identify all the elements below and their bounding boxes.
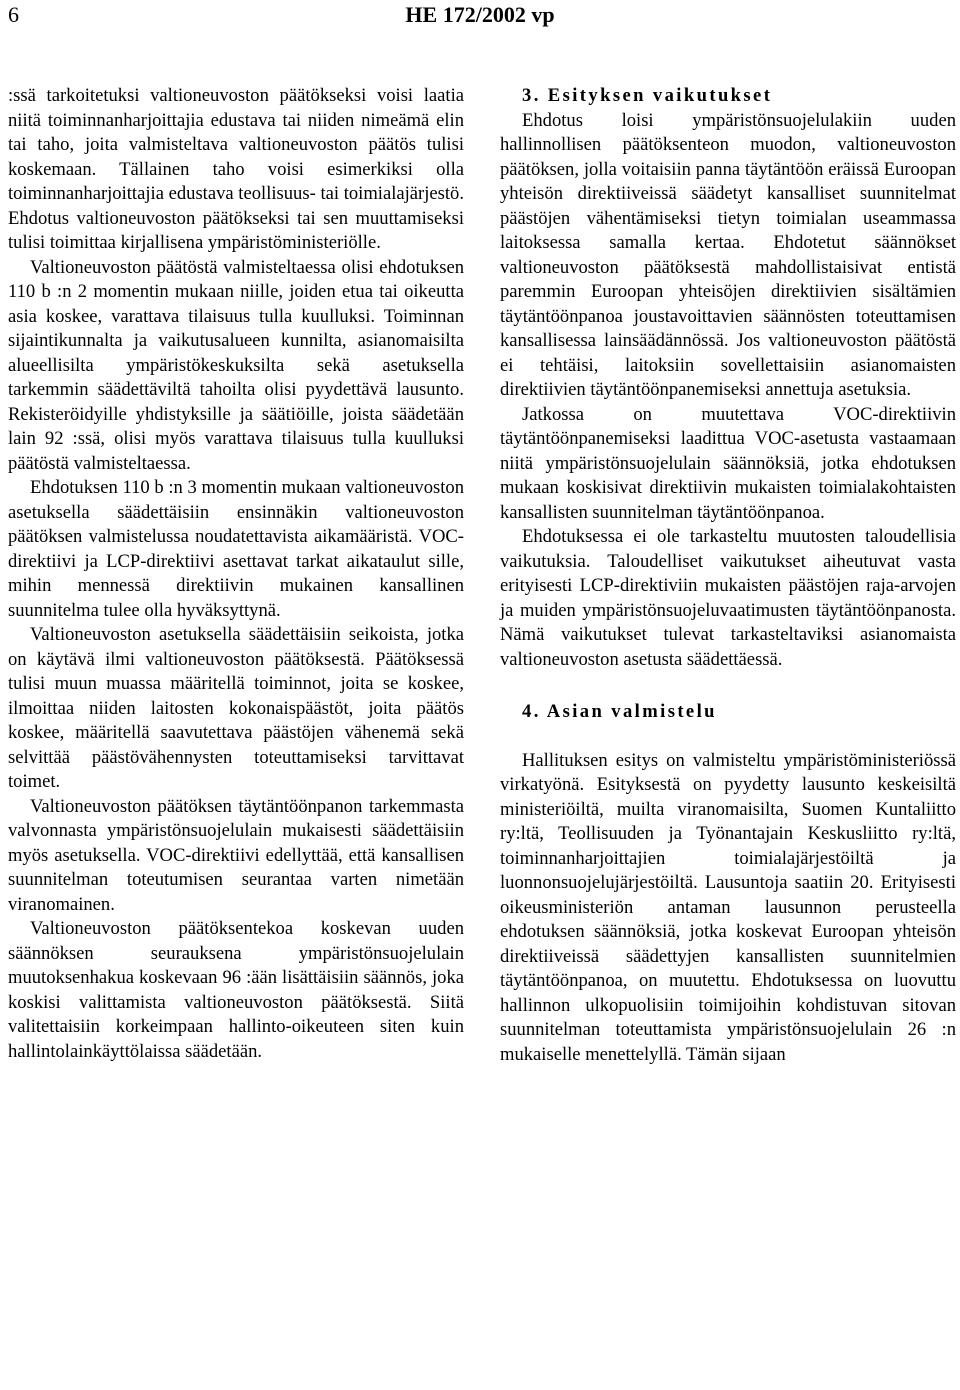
- paragraph: Ehdotuksessa ei ole tarkasteltu muutosten taloudellisia vaikutuksia. Taloudelliset vaikutukset aiheutuvat vasta erityisesti LCP-direktiviin mukaisten päästöjen raja-arvojen ja muiden ympäristönsuojeluvaatimusten täytäntöönpanosta. Nämä vaikutukset tulevat tarkasteltaviksi asianomaista valtioneuvoston asetusta säädettäessä.: [500, 526, 956, 670]
- paragraph: Valtioneuvoston asetuksella säädettäisiin seikoista, jotka on käytävä ilmi valtioneuvoston päätöksestä. Päätöksessä tulisi muun muassa määritellä toiminnot, joita se koskee, ilmoittaa niiden laitosten kokonaispäästöt, joita päätös koskee, määritellä saavutettava päästöjen vähenemä sekä selvittää päästövähennysten toteuttamiseksi tarvittavat toimet.: [8, 624, 464, 792]
- left-column: [8, 84, 464, 1064]
- paragraph: Valtioneuvoston päätöksentekoa koskevan uuden säännöksen seurauksena ympäristönsuojelulain muutoksenhakua koskevaan 96 :ään lisättäisiin säännös, joka koskisi valittamista valtioneuvoston päätöksestä. Siitä valitettaisiin korkeimpaan hallinto-oikeuteen siten kuin hallintolainkäyttölaissa säädetään.: [8, 918, 464, 1062]
- paragraph: :ssä tarkoitetuksi valtioneuvoston päätökseksi voisi laatia niitä toiminnanharjoittajia edustava tai niiden nimeämä elin tai taho, joita valmisteltava valtioneuvoston päätös tulisi koskemaan. Tällainen taho voisi esimerkiksi olla toiminnanharjoittajia edustava teollisuus- tai toimialajärjestö. Ehdotus valtioneuvoston päätökseksi tai sen muuttamiseksi tulisi toimittaa kirjallisena ympäristöministeriölle.: [8, 85, 464, 253]
- paragraph: Ehdotus loisi ympäristönsuojelulakiin uuden hallinnollisen päätöksenteon muodon, valtioneuvoston päätöksen, jolla voitaisiin panna täytäntöön eräissä Euroopan yhteisön direktiiveissä säädetyt kansalliset suunnitelmat päästöjen vähentämiseksi tietyn toimialan useammassa laitoksessa samalla kertaa. Ehdotetut säännökset valtioneuvoston päätöksestä mahdollistaisivat entistä paremmin Euroopan yhteisöjen direktiivien sisältämien täytäntöönpanoa joustavoittavien säännösten toteuttamisen kansallisessa lainsäädännössä. Jos valtioneuvoston päätöstä ei tehtäisi, laitoksiin sovellettaisiin asianomaisten direktiivien täytäntöönpanemiseksi annettuja asetuksia.: [500, 109, 956, 400]
- page-number: 6: [8, 2, 19, 27]
- document-id: HE 172/2002 vp: [405, 2, 555, 27]
- right-column: [500, 84, 956, 1067]
- section-heading-3: 3. Esityksen vaikutukset: [522, 85, 773, 106]
- section-heading-4: 4. Asian valmistelu: [522, 701, 717, 722]
- paragraph: Ehdotuksen 110 b :n 3 momentin mukaan valtioneuvoston asetuksella säädettäisiin ensinnäkin valtioneuvoston päätöksen valmistelussa noudatettavista aikamääristä. VOC-direktiivi ja LCP-direktiivi asettavat tarkat aikataulut sille, mihin mennessä direktiivin mukainen kansallinen suunnitelma tulee olla hyväksyttynä.: [8, 477, 464, 621]
- paragraph: Jatkossa on muutettava VOC-direktiivin täytäntöönpanemiseksi laadittua VOC-asetusta vastaamaan niitä ympäristönsuojelulain säännöksiä, jotka ehdotuksen mukaan koskisivat direktiivin mukaisten toimialakohtaisten kansallisten suunnitelman täytäntöönpanoa.: [500, 403, 956, 523]
- paragraph: Valtioneuvoston päätöksen täytäntöönpanon tarkemmasta valvonnasta ympäristönsuojelulain mukaisesti säädettäisiin myös asetuksella. VOC-direktiivi edellyttää, että kansallisen suunnitelman toteutumisen seurantaa varten nimetään viranomainen.: [8, 795, 464, 915]
- paragraph: Valtioneuvoston päätöstä valmisteltaessa olisi ehdotuksen 110 b :n 2 momentin mukaan niille, joiden etua tai oikeutta asia koskee, varattava tilaisuus tulla kuulluksi. Toiminnan sijaintikunnalta ja vaikutusalueen kunnilta, asianomaisilta alueellisilta ympäristökeskuksilta sekä asetuksella tarkemmin säädettäviltä tahoilta olisi pyydettävä lausunto. Rekisteröidyille yhdistyksille ja säätiöille, joista säädetään lain 92 :ssä, olisi myös varattava tilaisuus tulla kuulluksi päätöstä valmisteltaessa.: [8, 256, 464, 474]
- paragraph: Hallituksen esitys on valmisteltu ympäristöministeriössä virkatyönä. Esityksestä on pyydetty lausunto keskeisiltä ministeriöiltä, muilta viranomaisilta, Suomen Kuntaliitto ry:ltä, Teollisuuden ja Työnantajain Keskusliitto ry:ltä, toiminnanharjoittajien toimialajärjestöiltä ja luonnonsuojelujärjestöiltä. Lausuntoja saatiin 20. Erityisesti oikeusministeriön antaman lausunnon perusteella ehdotuksen säännöksiä, jotka koskevat Euroopan yhteisön direktiiveissä säädettyjen kansallisten suunnitelmien täytäntöönpanoa, on muutettu. Ehdotuksessa on luovuttu hallinnon ulkopuolisiin toimijoihin kohdistuvan sitovan suunnitelman toteuttamista ympäristönsuojelulain 26 :n mukaiselle menettelyllä. Tämän sijaan: [500, 749, 956, 1065]
